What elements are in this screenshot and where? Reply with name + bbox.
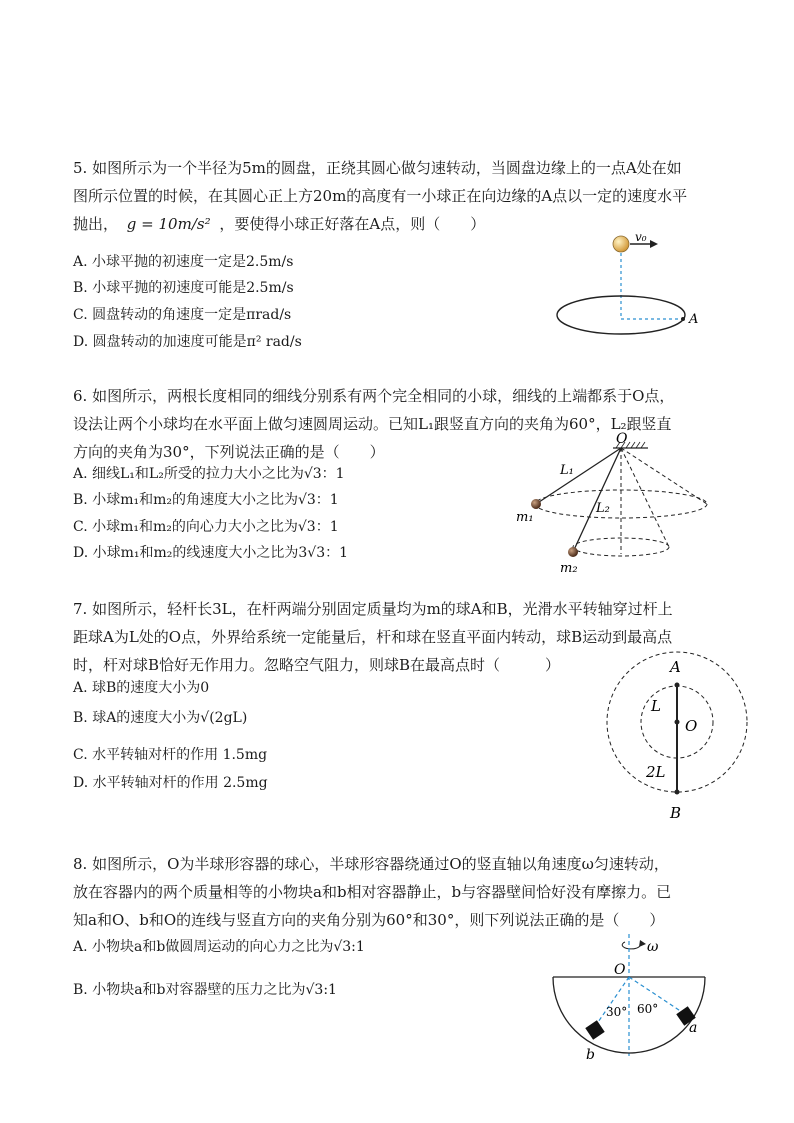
q5-line-3a: 抛出， <box>73 215 119 233</box>
q6-option-b: B. 小球m₁和m₂的角速度大小之比为√3：1 <box>73 492 339 508</box>
q6-figure-cone-pendulum <box>508 430 708 580</box>
q8-line-1: 8. 如图所示，O为半球形容器的球心，半球形容器绕通过O的竖直轴以角速度ω匀速转动， <box>73 855 669 873</box>
rotation-arc <box>622 942 640 949</box>
cone-edge-2 <box>621 448 669 547</box>
question-8-stem <box>73 850 723 934</box>
pivot-o-dot <box>675 720 680 725</box>
q5-figure-disc <box>550 226 720 346</box>
q8-label-a: a <box>689 1020 698 1036</box>
q6-label-m1: m₁ <box>516 510 534 525</box>
q7-label-l: L <box>651 697 661 715</box>
ball-a-dot <box>675 683 680 688</box>
q7-line-3: 时，杆对球B恰好无作用力。忽略空气阻力，则球B在最高点时（ ） <box>73 656 561 674</box>
q6-label-o: O <box>616 431 628 447</box>
q6-line-1: 6. 如图所示，两根长度相同的细线分别系有两个完全相同的小球，细线的上端都系于O点， <box>73 387 675 405</box>
q8-option-b: B. 小物块a和b对容器壁的压力之比为√3:1 <box>73 982 337 998</box>
q5-option-a: A. 小球平抛的初速度一定是2.5m/s <box>73 254 294 270</box>
ball-icon <box>613 236 629 252</box>
q8-line-3: 知a和O、b和O的连线与竖直方向的夹角分别为60°和30°，则下列说法正确的是（ ） <box>73 911 665 929</box>
velocity-arrowhead <box>650 240 658 248</box>
q7-label-b: B <box>670 804 682 822</box>
q8-option-a: A. 小物块a和b做圆周运动的向心力之比为√3:1 <box>73 939 365 955</box>
q6-option-a: A. 细线L₁和L₂所受的拉力大小之比为√3：1 <box>73 466 345 482</box>
q6-label-m2: m₂ <box>560 561 578 576</box>
q5-option-c: C. 圆盘转动的角速度一定是πrad/s <box>73 307 292 323</box>
ball-m2-icon <box>568 547 578 557</box>
q8-label-omega: ω <box>647 939 659 955</box>
q8-line-2: 放在容器内的两个质量相等的小物块a和b相对容器静止，b与容器壁间恰好没有摩擦力。已 <box>73 883 672 901</box>
point-a-dot <box>681 317 685 321</box>
q5-option-b: B. 小球平抛的初速度可能是2.5m/s <box>73 280 294 296</box>
q7-line-2: 距球A为L处的O点，外界给系统一定能量后，杆和球在竖直平面内转动，球B运动到最高点 <box>73 628 673 646</box>
cone-edge-1 <box>621 448 707 504</box>
q5-line-3b: ，要使得小球正好落在A点，则（ ） <box>219 215 486 233</box>
q6-line-2: 设法让两个小球均在水平面上做匀速圆周运动。已知L₁跟竖直方向的夹角为60°，L₂跟竖直 <box>73 415 672 433</box>
block-b <box>585 1020 604 1039</box>
q7-option-b: B. 球A的速度大小为√(2gL) <box>73 710 248 726</box>
radius-b <box>594 977 629 1028</box>
q8-label-o: O <box>614 962 626 978</box>
q7-option-d: D. 水平转轴对杆的作用 2.5mg <box>73 775 268 791</box>
q7-line-1: 7. 如图所示，轻杆长3L，在杆两端分别固定质量均为m的球A和B，光滑水平转轴穿过杆上 <box>73 600 673 618</box>
q5-g-formula: g = 10m/s² <box>126 215 211 233</box>
q6-label-l2: L₂ <box>596 501 610 516</box>
q7-label-2l: 2L <box>646 763 666 781</box>
q7-option-a: A. 球B的速度大小为0 <box>73 680 210 696</box>
rotation-arrowhead <box>639 940 646 947</box>
q7-label-a: A <box>670 658 681 676</box>
q8-label-30deg: 30° <box>606 1005 628 1019</box>
q7-label-o: O <box>685 717 698 735</box>
q7-figure-rod <box>600 648 760 828</box>
q8-label-60deg: 60° <box>637 1002 659 1016</box>
q8-figure-hemisphere <box>548 930 713 1065</box>
ball-b-dot <box>675 790 680 795</box>
q5-line-1: 5. 如图所示为一个半径为5m的圆盘，正绕其圆心做匀速转动，当圆盘边缘上的一点A处在如 <box>73 159 682 177</box>
ball-m1-icon <box>531 499 541 509</box>
q5-line-2: 图所示位置的时候，在其圆心正上方20m的高度有一小球正在向边缘的A点以一定的速度水平 <box>73 187 688 205</box>
q5-label-v0: v₀ <box>635 230 647 244</box>
q5-option-d: D. 圆盘转动的加速度可能是π² rad/s <box>73 334 302 350</box>
q6-label-l1: L₁ <box>560 463 574 478</box>
q5-label-a: A <box>689 312 699 327</box>
q6-option-d: D. 小球m₁和m₂的线速度大小之比为3√3：1 <box>73 545 349 561</box>
q6-line-3: 方向的夹角为30°，下列说法正确的是（ ） <box>73 443 385 461</box>
q8-label-b: b <box>586 1047 595 1063</box>
q6-option-c: C. 小球m₁和m₂的向心力大小之比为√3：1 <box>73 519 339 535</box>
q7-option-c: C. 水平转轴对杆的作用 1.5mg <box>73 747 268 763</box>
